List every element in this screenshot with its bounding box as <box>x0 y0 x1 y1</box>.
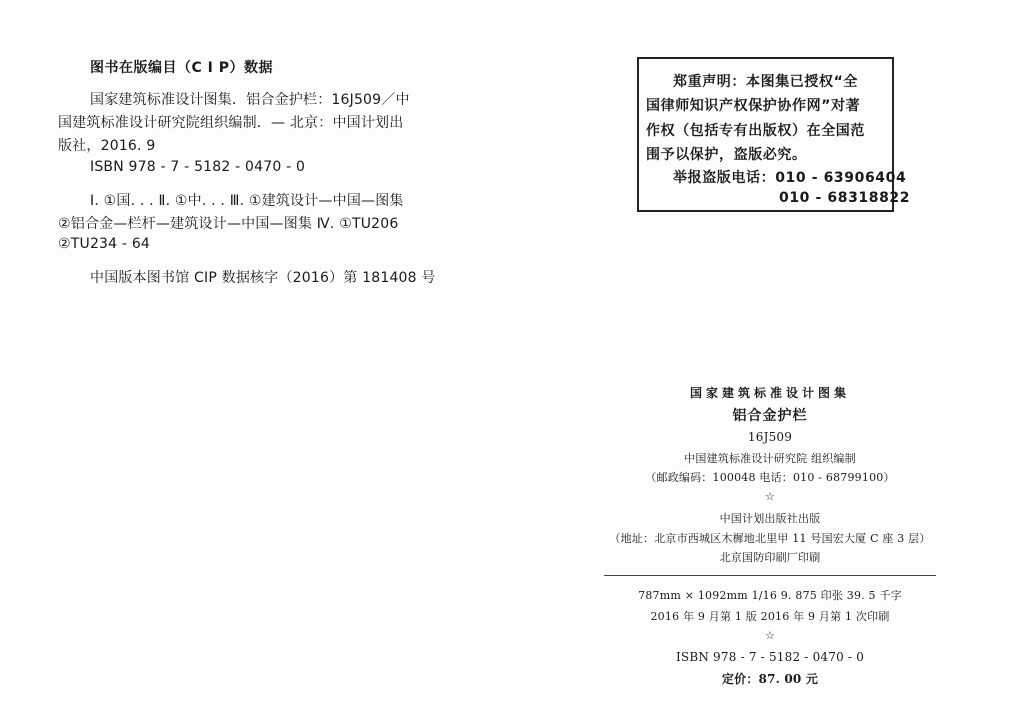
specs-line: 787mm × 1092mm 1/16 9. 875 印张 39. 5 千字 <box>638 589 902 602</box>
notice-phone-1: 举报盗版电话：010 - 63906404 <box>673 170 907 186</box>
cip-record-number: 中国版本图书馆 CIP 数据核字（2016）第 181408 号 <box>90 270 436 286</box>
edition-line: 2016 年 9 月第 1 版 2016 年 9 月第 1 次印刷 <box>650 610 890 623</box>
cip-subject: Ⅰ. ①国. . . Ⅱ. ①中. . . Ⅲ. ①建筑设计—中国—图集 <box>90 193 404 209</box>
copyright-notice-box <box>637 57 911 212</box>
notice-line: 国律师知识产权保护协作网”对著 <box>646 98 861 114</box>
cip-heading: 图书在版编目（C I P）数据 <box>90 60 273 76</box>
address-line: （地址：北京市西城区木樨地北里甲 11 号国宏大厦 C 座 3 层） <box>609 532 931 545</box>
cip-subject: ②铝合金—栏杆—建筑设计—中国—图集 Ⅳ. ①TU206 <box>58 216 399 232</box>
divider-rule <box>604 575 936 576</box>
star-icon: ☆ <box>764 490 776 503</box>
printer-line: 北京国防印刷厂印刷 <box>719 551 821 564</box>
cip-line: 国建筑标准设计研究院组织编制．— 北京：中国计划出 <box>58 115 404 131</box>
cip-line: 版社，2016. 9 <box>58 138 156 154</box>
notice-line: 郑重声明：本图集已授权“全 <box>673 74 859 90</box>
editor-line: 中国建筑标准设计研究院 组织编制 <box>684 452 856 465</box>
star-icon: ☆ <box>764 629 776 642</box>
isbn-line: ISBN 978 - 7 - 5182 - 0470 - 0 <box>675 650 865 664</box>
cip-subject: ②TU234 - 64 <box>58 236 151 252</box>
book-code: 16J509 <box>747 430 793 444</box>
notice-line: 围予以保护，盗版必究。 <box>646 147 807 163</box>
notice-phone-2: 010 - 68318822 <box>779 190 911 206</box>
book-title: 铝合金护栏 <box>732 408 808 424</box>
cip-line: 国家建筑标准设计图集．铝合金护栏：16J509／中 <box>90 92 410 108</box>
notice-line: 作权（包括专有出版权）在全国范 <box>646 123 865 139</box>
contact-line: （邮政编码：100048 电话：010 - 68799100） <box>645 471 895 484</box>
price-line: 定价：87. 00 元 <box>721 672 819 686</box>
cip-isbn: ISBN 978 - 7 - 5182 - 0470 - 0 <box>90 159 306 175</box>
publisher-line: 中国计划出版社出版 <box>719 512 821 525</box>
series-title: 国家建筑标准设计图集 <box>689 386 850 400</box>
